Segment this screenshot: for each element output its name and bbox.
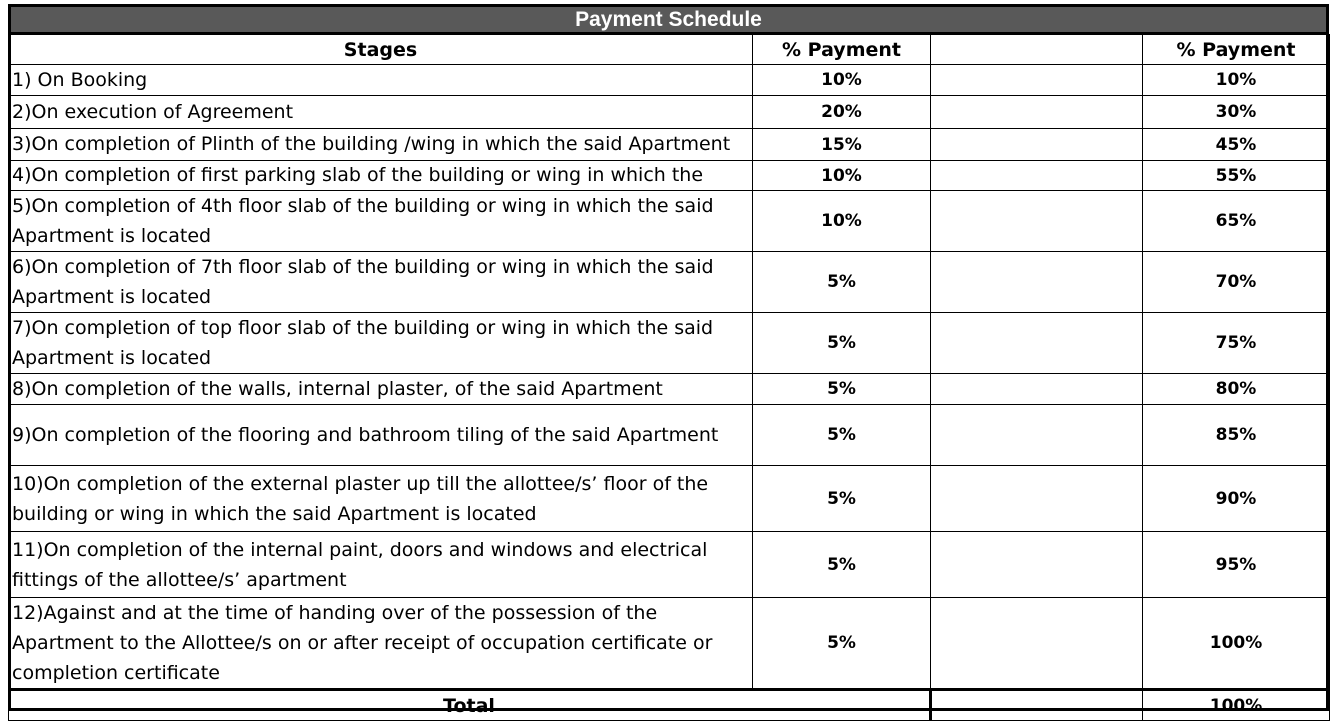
stage-line: building or wing in which the said Apartment is located bbox=[12, 502, 537, 525]
payment-cell: 5% bbox=[753, 252, 931, 313]
payment-cell: 10% bbox=[753, 65, 931, 96]
cumulative-cell: 80% bbox=[1143, 374, 1330, 405]
header-payment: % Payment bbox=[753, 35, 931, 65]
stage-line: Apartment is located bbox=[12, 347, 212, 369]
payment-cell: 15% bbox=[753, 129, 931, 161]
stage-line: Apartment is located bbox=[12, 286, 212, 308]
stage-line: completion certificate bbox=[12, 662, 220, 684]
payment-cell: 5% bbox=[753, 374, 931, 405]
stage-line: 8)On completion of the walls, internal plaster, of the said Apartment bbox=[12, 377, 663, 400]
cumulative-cell: 85% bbox=[1143, 405, 1330, 466]
payment-cell: 5% bbox=[753, 532, 931, 598]
total-label: Total bbox=[9, 690, 931, 721]
stage-line: 12)Against and at the time of handing over of the possession of the bbox=[12, 602, 658, 624]
cumulative-cell: 90% bbox=[1143, 466, 1330, 532]
cumulative-cell: 75% bbox=[1143, 313, 1330, 374]
stage-line: 7)On completion of top floor slab of the building or wing in which the said bbox=[12, 317, 714, 339]
cumulative-cell: 70% bbox=[1143, 252, 1330, 313]
cumulative-cell: 30% bbox=[1143, 96, 1330, 129]
cumulative-cell: 10% bbox=[1143, 65, 1330, 96]
payment-cell: 5% bbox=[753, 466, 931, 532]
stage-line: 9)On completion of the flooring and bathroom tiling of the said Apartment bbox=[12, 423, 719, 446]
payment-cell: 5% bbox=[753, 598, 931, 690]
stage-line: Apartment to the Allottee/s on or after receipt of occupation certificate or bbox=[12, 632, 713, 654]
total-cumulative: 100% bbox=[1143, 690, 1330, 721]
cumulative-cell: 95% bbox=[1143, 532, 1330, 598]
cumulative-cell: 100% bbox=[1143, 598, 1330, 690]
header-cumulative: % Payment bbox=[1143, 35, 1330, 65]
payment-cell: 5% bbox=[753, 405, 931, 466]
cumulative-cell: 55% bbox=[1143, 161, 1330, 191]
table-title: Payment Schedule bbox=[8, 4, 1329, 34]
stage-line: Apartment is located bbox=[12, 225, 212, 247]
stage-line: 2)On execution of Agreement bbox=[12, 100, 294, 123]
payment-cell: 10% bbox=[753, 161, 931, 191]
payment-cell: 20% bbox=[753, 96, 931, 129]
stage-line: fittings of the allottee/s’ apartment bbox=[12, 568, 347, 591]
stage-line: 6)On completion of 7th floor slab of the building or wing in which the said bbox=[12, 256, 714, 278]
stage-line: 11)On completion of the internal paint, doors and windows and electrical bbox=[12, 538, 708, 561]
stage-line: 1) On Booking bbox=[12, 68, 148, 91]
header-stages: Stages bbox=[9, 35, 753, 65]
table-frame bbox=[8, 4, 1329, 711]
cumulative-cell: 45% bbox=[1143, 129, 1330, 161]
stage-line: 5)On completion of 4th floor slab of the building or wing in which the said bbox=[12, 195, 714, 217]
stage-line: 10)On completion of the external plaster up till the allottee/s’ floor of the bbox=[12, 472, 709, 495]
payment-cell: 10% bbox=[753, 191, 931, 252]
cumulative-cell: 65% bbox=[1143, 191, 1330, 252]
payment-cell: 5% bbox=[753, 313, 931, 374]
stage-line: 3)On completion of Plinth of the building /wing in which the said Apartment bbox=[12, 133, 731, 155]
stage-line: 4)On completion of first parking slab of the building or wing in which the bbox=[12, 164, 704, 186]
